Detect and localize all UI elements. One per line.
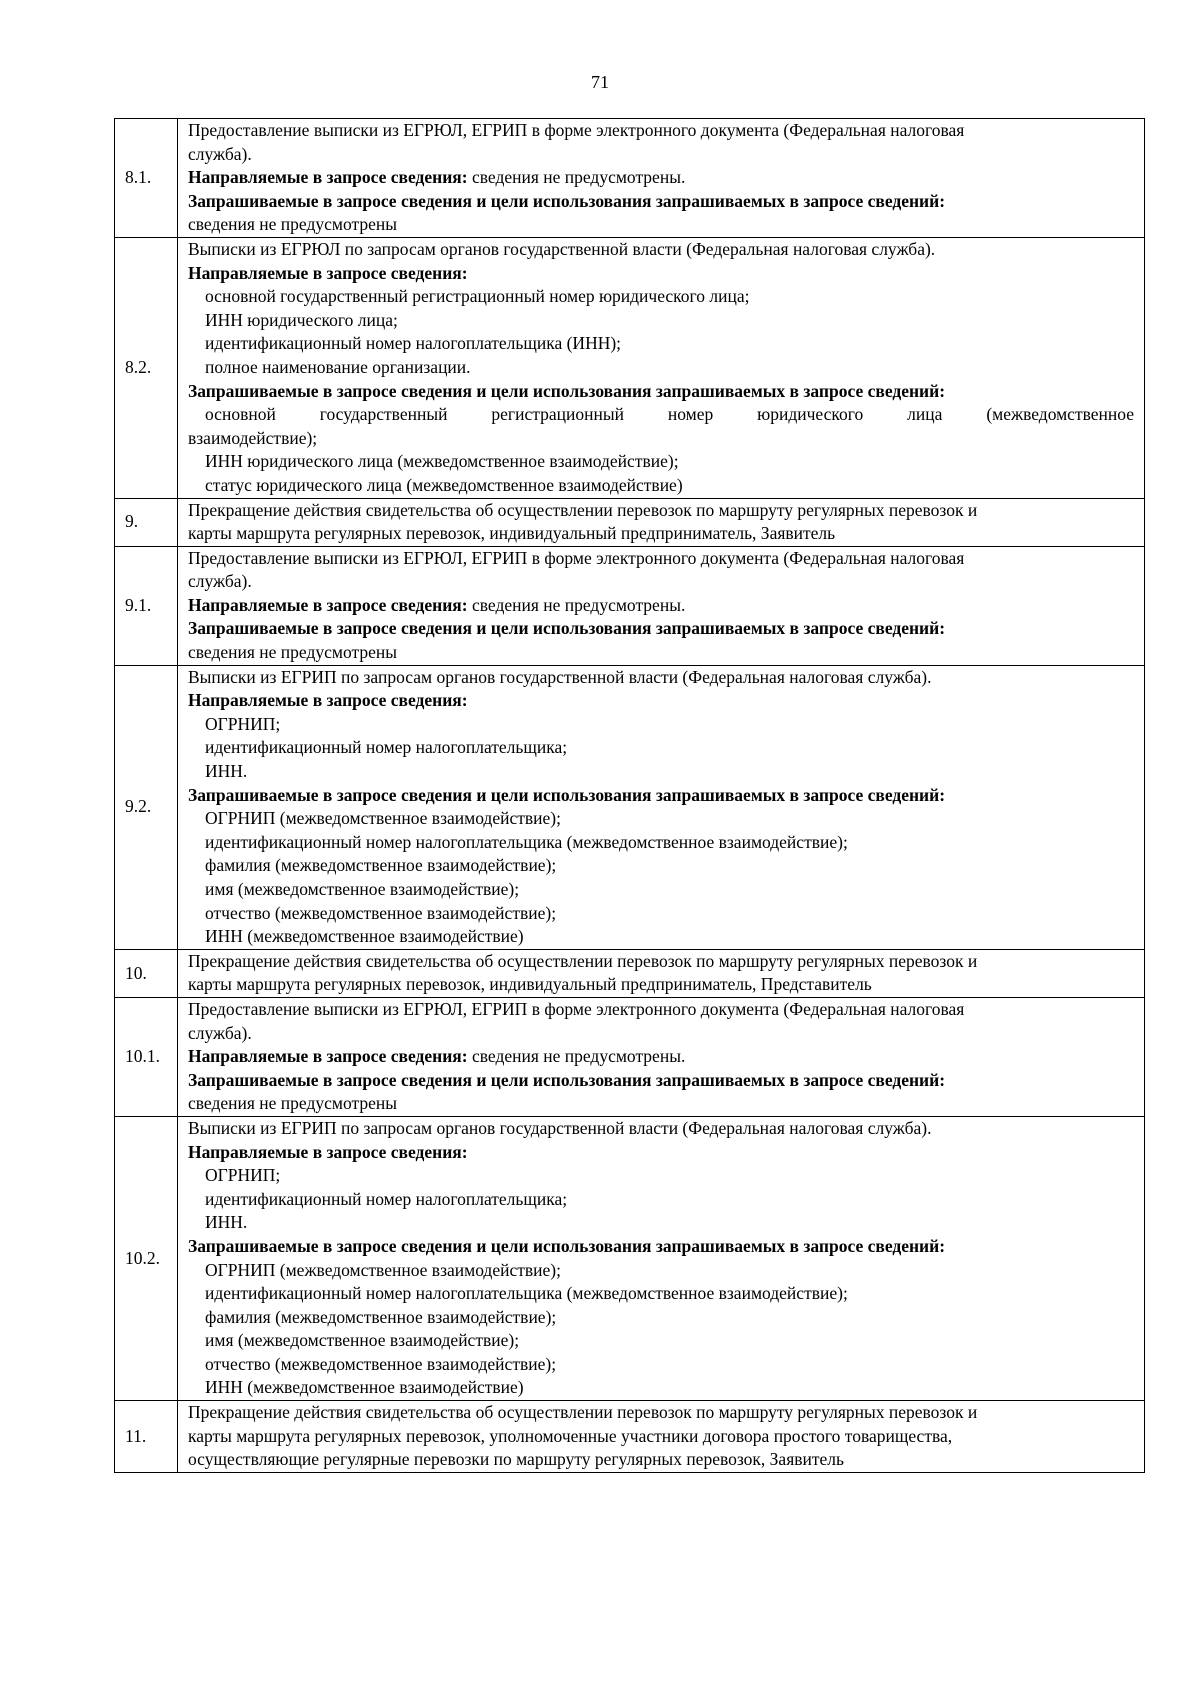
row-text-line: сведения не предусмотрены bbox=[188, 214, 397, 235]
row-text-line: сведения не предусмотрены bbox=[188, 642, 397, 663]
list-item: ИНН (межведомственное взаимодействие) bbox=[205, 926, 524, 947]
section-heading: Запрашиваемые в запросе сведения и цели использования запрашиваемых в запросе сведений: bbox=[188, 1069, 946, 1090]
list-item: ИНН юридического лица (межведомственное взаимодействие); bbox=[205, 451, 679, 472]
row-text-line: Предоставление выписки из ЕГРЮЛ, ЕГРИП в форме электронного документа (Федеральная налоговая bbox=[188, 547, 965, 568]
row-number: 8.2. bbox=[115, 237, 178, 498]
row-text-line: сведения не предусмотрены bbox=[188, 1093, 397, 1114]
section-heading: Запрашиваемые в запросе сведения и цели использования запрашиваемых в запросе сведений: bbox=[188, 784, 946, 805]
list-item: ОГРНИП; bbox=[205, 713, 281, 734]
section-heading: Направляемые в запросе сведения: bbox=[188, 167, 468, 188]
list-item: основной государственный регистрационный номер юридического лица; bbox=[205, 286, 750, 307]
list-item: ИНН. bbox=[205, 761, 248, 782]
row-content bbox=[178, 1116, 1145, 1400]
row-content bbox=[178, 997, 1145, 1116]
row-content bbox=[178, 546, 1145, 665]
list-item: ИНН юридического лица; bbox=[205, 309, 398, 330]
row-text-line: служба). bbox=[188, 571, 252, 592]
section-heading: Направляемые в запросе сведения: bbox=[188, 594, 468, 615]
row-text-line: осуществляющие регулярные перевозки по маршруту регулярных перевозок, Заявитель bbox=[188, 1449, 845, 1470]
table-row bbox=[115, 1116, 1145, 1400]
row-content bbox=[178, 237, 1145, 498]
row-content bbox=[178, 498, 1145, 546]
list-item: ОГРНИП (межведомственное взаимодействие); bbox=[205, 1259, 561, 1280]
row-text-line: служба). bbox=[188, 143, 252, 164]
row-text-line: карты маршрута регулярных перевозок, уполномоченные участники договора простого товарищества, bbox=[188, 1425, 953, 1446]
row-text-line: карты маршрута регулярных перевозок, индивидуальный предприниматель, Представитель bbox=[188, 974, 872, 995]
row-text-line: Прекращение действия свидетельства об осуществлении перевозок по маршруту регулярных перевозок и bbox=[188, 1402, 978, 1423]
row-text-line: Предоставление выписки из ЕГРЮЛ, ЕГРИП в форме электронного документа (Федеральная налоговая bbox=[188, 998, 965, 1019]
list-item: идентификационный номер налогоплательщика; bbox=[205, 737, 568, 758]
row-content bbox=[178, 1401, 1145, 1473]
section-heading: Запрашиваемые в запросе сведения и цели использования запрашиваемых в запросе сведений: bbox=[188, 380, 946, 401]
row-number: 10. bbox=[115, 949, 178, 997]
list-item: основной государственный регистрационный номер юридического лица (межведомственное bbox=[205, 404, 1134, 425]
list-item: ОГРНИП (межведомственное взаимодействие); bbox=[205, 808, 561, 829]
row-text-line: Выписки из ЕГРИП по запросам органов государственной власти (Федеральная налоговая служба). bbox=[188, 1117, 932, 1138]
list-item: идентификационный номер налогоплательщика (ИНН); bbox=[205, 333, 622, 354]
table-row bbox=[115, 665, 1145, 949]
row-text-line: Предоставление выписки из ЕГРЮЛ, ЕГРИП в форме электронного документа (Федеральная налоговая bbox=[188, 120, 965, 140]
list-item: отчество (межведомственное взаимодействие); bbox=[205, 902, 557, 923]
list-item: имя (межведомственное взаимодействие); bbox=[205, 879, 520, 899]
list-item: имя (межведомственное взаимодействие); bbox=[205, 1330, 520, 1351]
row-number: 10.1. bbox=[115, 997, 178, 1116]
row-text-line: взаимодействие); bbox=[188, 427, 318, 448]
row-number: 10.2. bbox=[115, 1116, 178, 1400]
row-text: сведения не предусмотрены. bbox=[467, 1046, 686, 1067]
list-item: фамилия (межведомственное взаимодействие); bbox=[205, 1306, 557, 1327]
row-text-line: Выписки из ЕГРЮЛ по запросам органов государственной власти (Федеральная налоговая служба). bbox=[188, 238, 936, 259]
table-row bbox=[115, 237, 1145, 498]
table-row bbox=[115, 949, 1145, 997]
row-content bbox=[178, 949, 1145, 997]
row-number: 9.1. bbox=[115, 546, 178, 665]
list-item: ИНН. bbox=[205, 1212, 248, 1233]
table-row bbox=[115, 1401, 1145, 1473]
section-heading: Запрашиваемые в запросе сведения и цели использования запрашиваемых в запросе сведений: bbox=[188, 1235, 946, 1256]
table-row bbox=[115, 119, 1145, 238]
section-heading: Запрашиваемые в запросе сведения и цели использования запрашиваемых в запросе сведений: bbox=[188, 618, 946, 639]
list-item: идентификационный номер налогоплательщика (межведомственное взаимодействие); bbox=[205, 1283, 848, 1304]
row-number: 11. bbox=[115, 1401, 178, 1473]
row-text-line: Прекращение действия свидетельства об осуществлении перевозок по маршруту регулярных перевозок и bbox=[188, 499, 978, 520]
row-text-line: Прекращение действия свидетельства об осуществлении перевозок по маршруту регулярных перевозок и bbox=[188, 950, 978, 971]
list-item: ОГРНИП; bbox=[205, 1165, 281, 1186]
section-heading: Направляемые в запросе сведения: bbox=[188, 262, 468, 283]
row-text-line: Выписки из ЕГРИП по запросам органов государственной власти (Федеральная налоговая служба). bbox=[188, 666, 932, 687]
list-item: полное наименование организации. bbox=[205, 356, 471, 377]
row-text-line: карты маршрута регулярных перевозок, индивидуальный предприниматель, Заявитель bbox=[188, 523, 836, 544]
list-item: статус юридического лица (межведомственное взаимодействие) bbox=[205, 474, 683, 495]
row-text: сведения не предусмотрены. bbox=[467, 167, 686, 188]
list-item: идентификационный номер налогоплательщика; bbox=[205, 1188, 568, 1209]
row-text-line: служба). bbox=[188, 1022, 252, 1043]
row-text: сведения не предусмотрены. bbox=[467, 594, 686, 615]
section-heading: Направляемые в запросе сведения: bbox=[188, 1046, 468, 1067]
list-item: идентификационный номер налогоплательщика (межведомственное взаимодействие); bbox=[205, 831, 848, 852]
row-text-line bbox=[188, 1045, 1134, 1069]
row-content bbox=[178, 665, 1145, 949]
row-number: 8.1. bbox=[115, 119, 178, 238]
requests-table bbox=[114, 118, 1145, 1473]
list-item: фамилия (межведомственное взаимодействие); bbox=[205, 855, 557, 876]
row-content bbox=[178, 119, 1145, 238]
row-text-line bbox=[188, 594, 1134, 618]
section-heading: Направляемые в запросе сведения: bbox=[188, 690, 468, 711]
table-row bbox=[115, 997, 1145, 1116]
row-number: 9.2. bbox=[115, 665, 178, 949]
row-text-line bbox=[188, 166, 1134, 190]
list-item: ИНН (межведомственное взаимодействие) bbox=[205, 1377, 524, 1398]
section-heading: Запрашиваемые в запросе сведения и цели использования запрашиваемых в запросе сведений: bbox=[188, 190, 946, 211]
page-number: 71 bbox=[591, 72, 609, 92]
list-item: отчество (межведомственное взаимодействие); bbox=[205, 1353, 557, 1374]
table-row bbox=[115, 546, 1145, 665]
row-number: 9. bbox=[115, 498, 178, 546]
section-heading: Направляемые в запросе сведения: bbox=[188, 1141, 468, 1162]
table-row bbox=[115, 498, 1145, 546]
